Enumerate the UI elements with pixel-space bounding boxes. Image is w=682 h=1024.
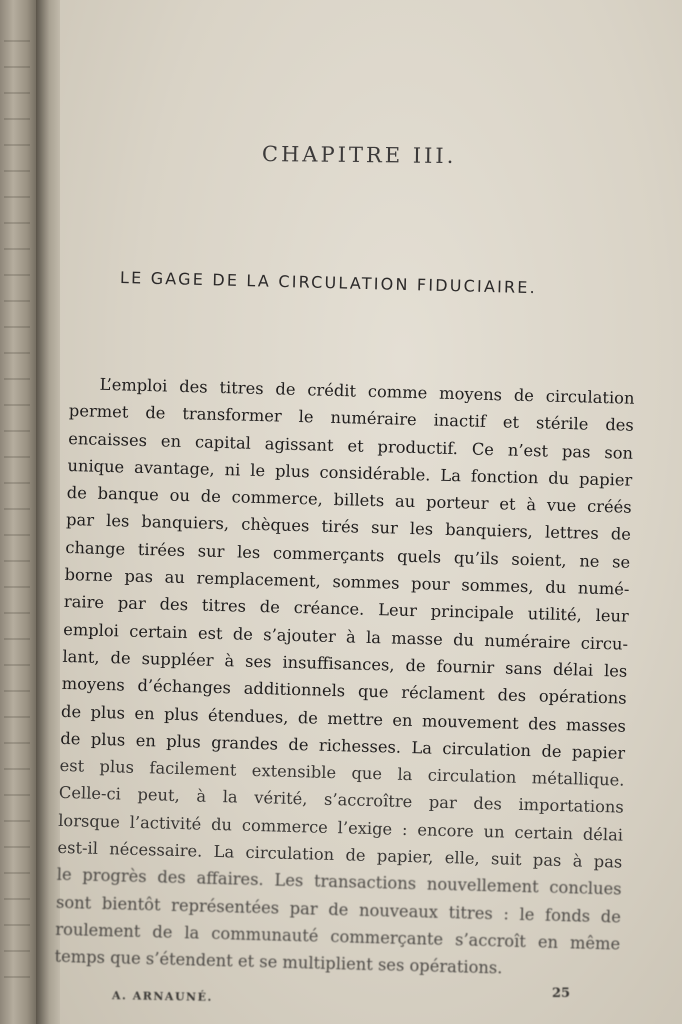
page-number: 25: [552, 986, 571, 1001]
text-line: lant, de suppléer à ses insuffisances, de fournir sans délai les: [62, 646, 628, 681]
body-paragraph: [54, 370, 635, 985]
text-line: est-il nécessaire. La circulation de papier, elle, suit pas à pas: [57, 837, 623, 872]
left-page-edge: [0, 0, 38, 1024]
text-line: moyens d’échanges additionnels que réclament des opérations: [61, 674, 627, 708]
text-line: de plus en plus grandes de richesses. La circulation de papier: [60, 728, 626, 763]
left-page-text-edge: [4, 40, 30, 980]
text-line: L’emploi des titres de crédit comme moyens de circulation: [99, 374, 635, 408]
text-line: raire par des titres de créance. Leur principale utilité, leur: [63, 592, 629, 627]
text-line: le progrès des affaires. Les transactions nouvellement conclues: [56, 865, 622, 899]
text-line: emploi certain est de s’ajouter à la masse du numéraire circu-: [62, 619, 629, 654]
text-line: borne pas au remplacement, sommes pour sommes, du numé-: [64, 565, 630, 599]
footer-signature: A. ARNAUNÉ.: [111, 989, 213, 1004]
text-line: Celle-ci peut, à la vérité, s’accroître par des importations: [58, 783, 624, 818]
chapter-title: CHAPITRE III.: [261, 142, 457, 169]
text-line: encaisses en capital agissant et productif. Ce n’est pas son: [67, 428, 634, 463]
text-line: est plus facilement extensible que la circulation métallique.: [59, 756, 625, 790]
section-heading: LE GAGE DE LA CIRCULATION FIDUCIAIRE.: [119, 268, 538, 298]
text-line: temps que s’étendent et se multiplient ses opérations.: [54, 947, 503, 978]
text-line: de banque ou de commerce, billets au porteur et à vue créés: [66, 483, 632, 517]
text-line: unique avantage, ni le plus considérable. La fonction du papier: [67, 455, 633, 490]
text-line: de plus en plus étendues, de mettre en mouvement des masses: [60, 701, 627, 736]
text-line: lorsque l’activité du commerce l’exige : encore un certain délai: [57, 810, 624, 845]
text-line: roulement de la communauté commerçante s’accroît en même: [55, 919, 621, 954]
text-line: permet de transformer le numéraire inactif et stérile des: [68, 401, 634, 436]
text-line: par les banquiers, chèques tirés sur les banquiers, lettres de: [65, 510, 632, 545]
text-line: sont bientôt représentées par de nouveaux titres : le fonds de: [55, 892, 622, 927]
text-line: change tirées sur les commerçants quels qu’ils soient, ne se: [65, 537, 631, 572]
